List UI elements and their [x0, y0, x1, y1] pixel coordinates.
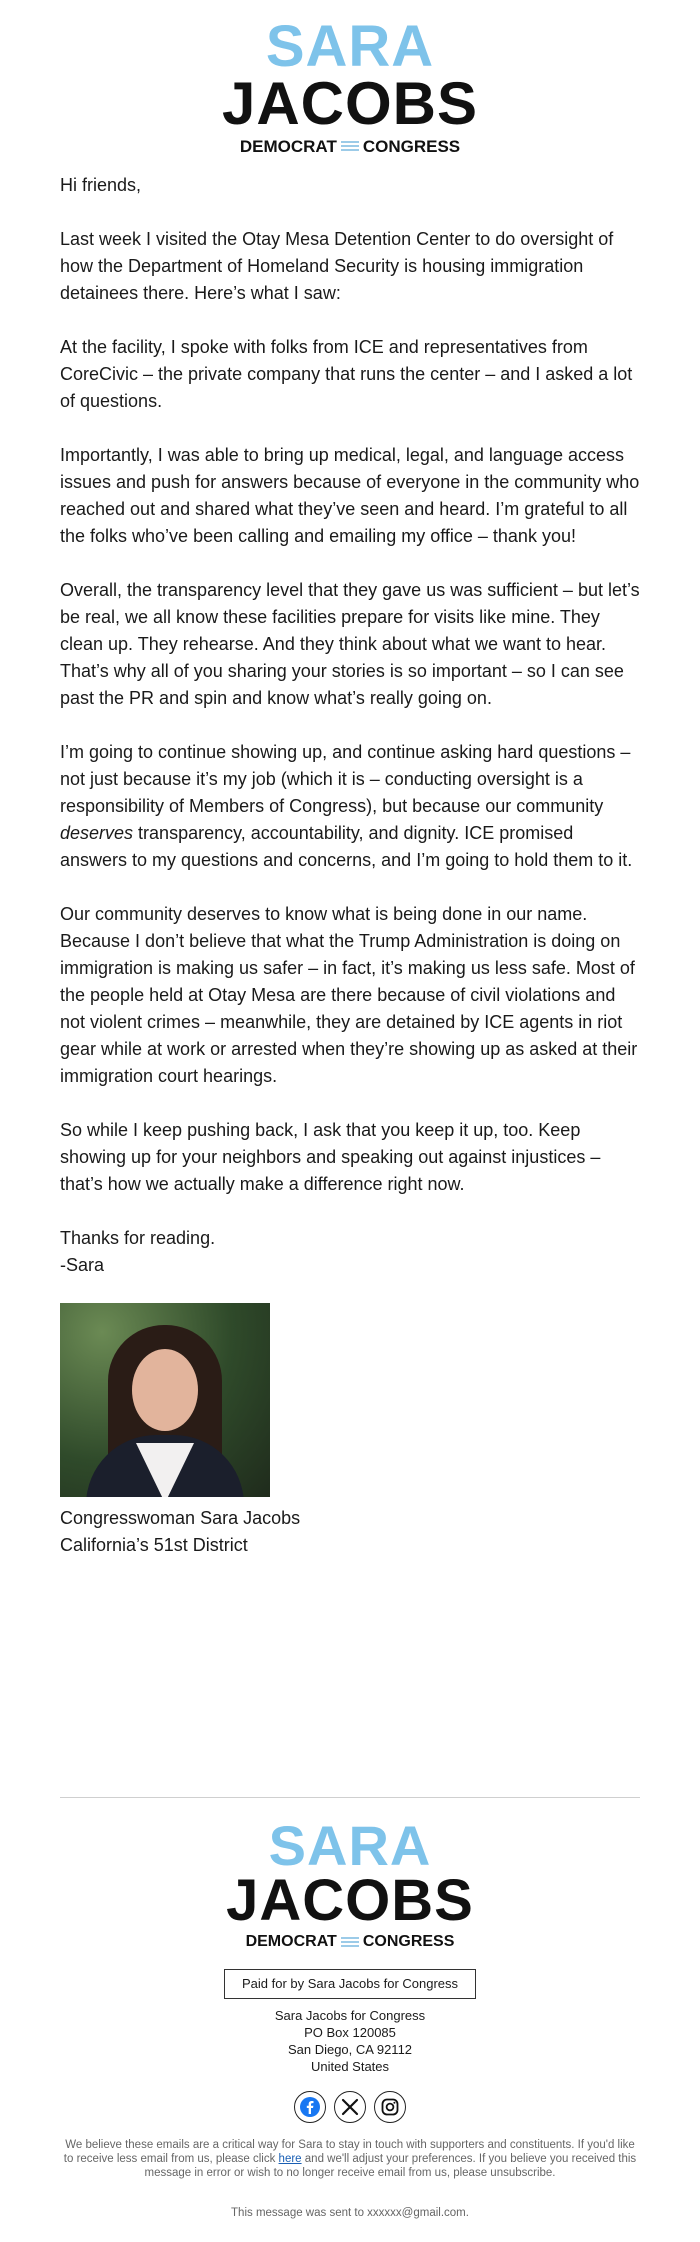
instagram-icon: [380, 2097, 400, 2117]
facebook-icon: [300, 2097, 320, 2117]
footer-divider: [60, 1797, 640, 1798]
address-line: United States: [310, 2059, 390, 2074]
instagram-link[interactable]: [374, 2091, 406, 2123]
footer-logo[interactable]: [0, 1814, 700, 1950]
social-links: [0, 2091, 700, 2123]
mailing-address: [0, 2007, 700, 2075]
paragraph-4: Overall, the transparency level that they gave us was sufficient – but let’s be real, we all know these facilities prepare for visits like mine. They clean up. They rehearse. And they think about what we want to hear. That’s why all of you sharing your stories is so important – so I can see past the PR and spin and know what’s really going on.: [60, 580, 640, 708]
paragraph-2: At the facility, I spoke with folks from ICE and representatives from CoreCivic – the private company that runs the center – and I asked a lot of questions.: [60, 337, 633, 411]
logo-last-name: JACOBS: [226, 1868, 474, 1933]
note-text-end: and we'll adjust your preferences. If you believe you received this message in error or wish to no longer receive email from us, please unsubscribe.: [144, 2153, 637, 2179]
paragraph-1: Last week I visited the Otay Mesa Detention Center to do oversight of how the Department of Homeland Security is housing immigration detainees there. Here’s what I saw:: [60, 229, 614, 303]
logo-tagline: [246, 1934, 455, 1950]
logo-first-name: SARA: [268, 1814, 432, 1877]
address-line: PO Box 120085: [304, 2025, 396, 2040]
paragraph-5: [60, 739, 640, 874]
logo-last-name: JACOBS: [221, 70, 479, 137]
logo-tag-left: DEMOCRAT: [245, 1933, 337, 1950]
recipient-notice: This message was sent to xxxxxx@gmail.com.: [231, 2207, 469, 2219]
greeting: Hi friends,: [60, 175, 142, 195]
paid-for-disclaimer: Paid for by Sara Jacobs for Congress: [224, 1969, 476, 1999]
paragraph-6: Our community deserves to know what is being done in our name. Because I don’t believe that what the Trump Administration is doing on immigration is making us safer – in fact, it’s making us less safe. Most of the people held at Otay Mesa are there because of civil violations and not violent crimes – meanwhile, they are detained by ICE agents in riot gear while at work or arrested when they’re showing up as asked at their immigration court hearings.: [60, 904, 638, 1086]
flag-icon: [341, 141, 359, 152]
x-twitter-link[interactable]: [334, 2091, 366, 2123]
x-twitter-icon: [340, 2097, 360, 2117]
signoff: [60, 1225, 640, 1279]
address-line: Sara Jacobs for Congress: [274, 2008, 426, 2023]
caption-name: Congresswoman Sara Jacobs: [60, 1508, 301, 1528]
paragraph-3: Importantly, I was able to bring up medical, legal, and language access issues and push for answers because of everyone in the community who reached out and shared what they’ve seen and heard. I’m grateful to all the folks who’ve been calling and emailing my office – thank you!: [60, 445, 640, 546]
paragraph-5-emphasis: deserves: [60, 823, 134, 843]
flag-icon: [341, 1937, 359, 1948]
email-preferences-note: [60, 2138, 640, 2180]
email-body: [60, 172, 640, 1559]
preferences-link[interactable]: here: [278, 2153, 302, 2165]
header-logo[interactable]: [0, 14, 700, 156]
portrait-photo: [60, 1303, 270, 1497]
paragraph-5-start: I’m going to continue showing up, and continue asking hard questions – not just because it’s my job (which it is – conducting oversight is a responsibility of Members of Congress), but because our community: [60, 742, 631, 816]
paragraph-5-end: transparency, accountability, and dignity. ICE promised answers to my questions and concerns, and I’m going to hold them to it.: [60, 823, 633, 870]
paragraph-7: So while I keep pushing back, I ask that you keep it up, too. Keep showing up for your neighbors and speaking out against injustices – that’s how we actually make a difference right now.: [60, 1120, 601, 1194]
logo-tag-right: CONGRESS: [362, 1933, 455, 1950]
thanks-line: Thanks for reading.: [60, 1228, 216, 1248]
facebook-link[interactable]: [294, 2091, 326, 2123]
logo-tagline: [240, 138, 460, 155]
logo-first-name: SARA: [265, 14, 435, 79]
logo-tag-left: DEMOCRAT: [239, 137, 337, 156]
signature: -Sara: [60, 1255, 105, 1275]
address-line: San Diego, CA 92112: [287, 2042, 413, 2057]
note-text-start: We believe these emails are a critical way for Sara to stay in touch with supporters and constituents. If you'd like to receive less email from us, please click: [63, 2139, 635, 2165]
photo-caption: [60, 1505, 640, 1559]
logo-tag-right: CONGRESS: [362, 137, 461, 156]
caption-district: California’s 51st District: [60, 1535, 248, 1555]
